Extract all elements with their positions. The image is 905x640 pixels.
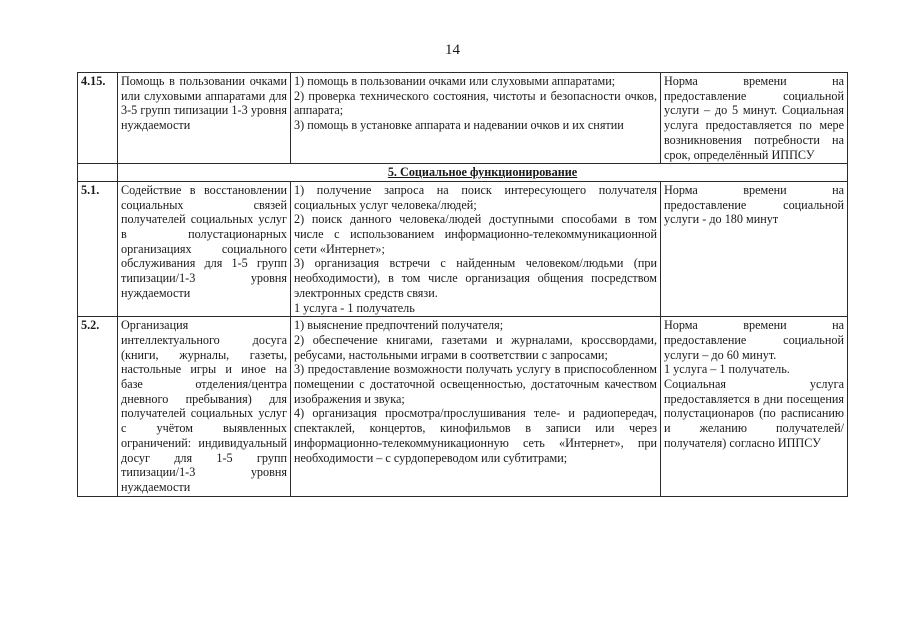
section-heading: 5. Социальное функционирование bbox=[118, 164, 848, 182]
time-norm: Норма времени на предоставление социальной услуги - до 180 минут bbox=[661, 181, 848, 316]
table-row bbox=[78, 73, 848, 164]
time-norm: Норма времени на предоставление социальной услуги – до 5 минут. Социальная услуга предоставляется по мере возникновения потребности на срок, определённый ИППСУ bbox=[661, 73, 848, 164]
content-item: 1) получение запроса на поиск интересующего получателя социальных услуг человека/людей; bbox=[294, 182, 657, 212]
content-item: 3) предоставление возможности получать услугу в приспособленном помещении с достаточной освещенностью, достаточным качеством изображения и звука; bbox=[294, 362, 657, 406]
service-name: Организация интеллектуального досуга (книги, журналы, газеты, настольные игры и иное на базе отделения/центра дневного пребывания) для получателей социальных услуг с учётом выявленных ограничений: индивидуальный досуг для 1-5 групп типизации/1-3 уровня нуждаемости bbox=[118, 317, 291, 496]
row-number: 5.1. bbox=[78, 181, 118, 316]
content-item: 3) организация встречи с найденным человеком/людьми (при необходимости), в том числе организация общения посредством электронных средств связи. bbox=[294, 256, 657, 300]
time-norm bbox=[661, 317, 848, 496]
content-item: 4) организация просмотра/прослушивания теле- и радиопередач, спектаклей, концертов, кинофильмов в записи или через информационно-телекоммуникационную сеть «Интернет», при необходимости – с сурдопереводом или субтитрами; bbox=[294, 406, 657, 465]
norm-item: 1 услуга – 1 получатель. bbox=[664, 362, 790, 377]
row-number: 5.2. bbox=[78, 317, 118, 496]
section-row bbox=[78, 164, 848, 182]
table-row bbox=[78, 317, 848, 496]
content-item: 2) поиск данного человека/людей доступными способами в том числе с использованием информационно-телекоммуникационной сети «Интернет»; bbox=[294, 212, 657, 256]
norm-item: Норма времени на предоставление социальной услуги – до 60 минут. bbox=[664, 318, 844, 362]
norm-item: Социальная услуга предоставляется в дни посещения полустационаров (по расписанию и желанию получателей/получателя) согласно ИППСУ bbox=[664, 377, 844, 450]
content-item: 2) обеспечение книгами, газетами и журналами, кроссвордами, ребусами, настольными играми в соответствии с запросами; bbox=[294, 332, 657, 362]
service-content bbox=[291, 73, 661, 164]
content-item: 1) выяснение предпочтений получателя; bbox=[294, 318, 504, 333]
content-item: 2) проверка технического состояния, чистоты и безопасности очков, аппарата; bbox=[294, 88, 657, 118]
page-number: 14 bbox=[445, 42, 460, 58]
service-content bbox=[291, 317, 661, 496]
row-number: 4.15. bbox=[78, 73, 118, 164]
service-content bbox=[291, 181, 661, 316]
content-item: 3) помощь в установке аппарата и надевании очков и их снятии bbox=[294, 118, 624, 133]
table-row bbox=[78, 181, 848, 316]
service-name: Помощь в пользовании очками или слуховыми аппаратами для 3-5 групп типизации 1-3 уровня нуждаемости bbox=[118, 73, 291, 164]
service-name: Содействие в восстановлении социальных связей получателей социальных услуг в полустационарных организациях социального обслуживания для 1-5 групп типизации/1-3 уровня нуждаемости bbox=[118, 181, 291, 316]
content-item: 1 услуга - 1 получатель bbox=[294, 300, 415, 315]
content-item: 1) помощь в пользовании очками или слуховыми аппаратами; bbox=[294, 74, 616, 88]
services-table bbox=[77, 72, 848, 497]
